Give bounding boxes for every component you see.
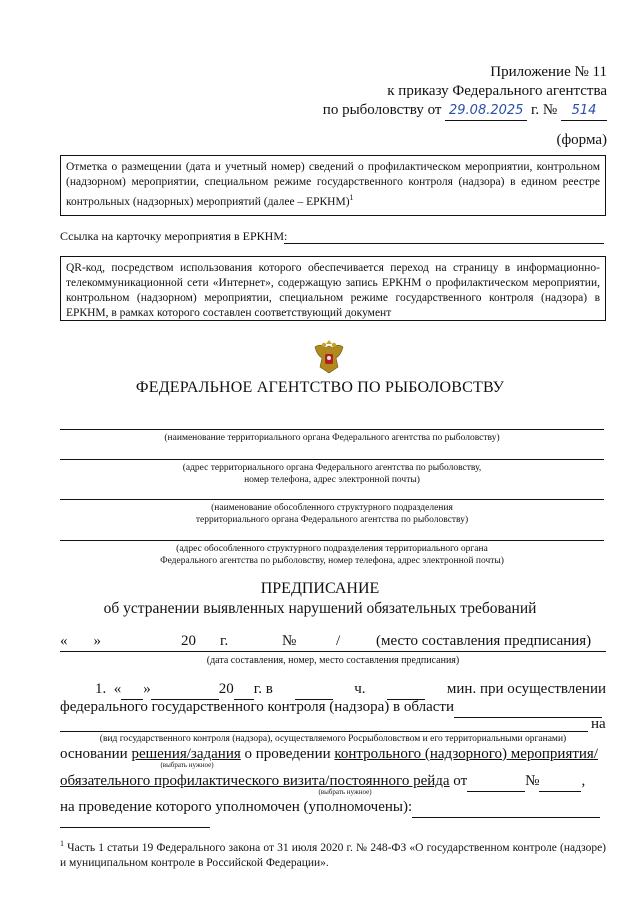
footnote: $^1$ Часть 1 статьи 19 Федерального закона от 31 июля 2020 г. № 248-ФЗ «О государственном контроле (надзоре) и муниципальном контроле в Российской Федерации». (60, 839, 606, 869)
territorial-body-name-field (60, 429, 604, 430)
subdivision-caption-1: (наименование обособленного структурного подразделения (211, 503, 453, 513)
handwritten-date: 29.08.2025 (445, 101, 527, 121)
erknm-link-field (284, 243, 604, 244)
appendix-no-label: г. № (530, 102, 558, 118)
paragraph-1-line-5: обязательного профилактического визита/постоянного рейда от № , (60, 772, 585, 792)
subdivision-address-caption-1: (адрес обособленного структурного подразделения территориального органа (176, 544, 488, 554)
date-number-place-row: « » 20 г. № / (место составления предписания) (60, 632, 606, 652)
choose-caption-1: (выбрать нужное) (160, 761, 214, 769)
erknm-link-label: Ссылка на карточку мероприятия в ЕРКНМ: (60, 229, 288, 243)
footnote-separator (60, 827, 210, 828)
territorial-body-caption: (наименование территориального органа Федерального агентства по рыболовству) (164, 433, 500, 443)
choose-caption-2: (выбрать нужное) (318, 788, 372, 796)
erknm-mark-text: Отметка о размещении (дата и учетный номер) сведений о профилактическом мероприятии, контрольном (надзорном) мероприятии, специальном режиме государственного контроля (надзора) в едином реестре контрольных (надзорных) мероприятий (далее – ЕРКНМ) (66, 161, 600, 208)
appendix-from-label: по рыболовству от (322, 102, 442, 118)
qr-code-text: QR-код, посредством использования которого обеспечивается переход на страницу в информационно-телекоммуникационной сети «Интернет», содержащую запись ЕРКНМ о профилактическом мероприятии, контрольном (надзорном) мероприятии, специальном режиме государственного контроля (надзора) в ЕРКНМ, в рамках которого составлен соответствующий документ (66, 262, 600, 319)
handwritten-number: 514 (561, 101, 607, 121)
subdivision-address-field (60, 540, 604, 541)
address-caption-2: номер телефона, адрес электронной почты) (244, 475, 420, 485)
paragraph-1-line-2: федерального государственного контроля (надзора) в области (60, 698, 602, 718)
subdivision-caption-2: территориального органа Федерального агентства по рыболовству) (195, 515, 469, 525)
document-subtitle: об устранении выявленных нарушений обязательных требований (103, 600, 537, 617)
territorial-body-address-field (60, 459, 604, 460)
qr-code-box (60, 256, 606, 321)
agency-title: ФЕДЕРАЛЬНОЕ АГЕНТСТВО ПО РЫБОЛОВСТВУ (135, 379, 505, 396)
paragraph-1-line-4: основании решения/задания о проведении контрольного (надзорного) мероприятия/ (60, 746, 598, 762)
coat-of-arms-emblem (310, 337, 348, 377)
appendix-date-line (323, 101, 607, 121)
control-kind-caption: (вид государственного контроля (надзора), осуществляемого Росрыболовством и его территориальными органами) (99, 734, 567, 744)
subdivision-address-caption-2: Федерального агентства по рыболовству, номер телефона, адрес электронной почты) (160, 556, 504, 566)
date-row-caption: (дата составления, номер, место составления предписания) (206, 655, 460, 666)
footnote-ref: 1 (349, 193, 354, 202)
date-row-underline (60, 651, 606, 652)
paragraph-1-line-1: 1. « » 20 г. в ч. мин. при осуществлении (95, 680, 606, 700)
paragraph-on-word: на (591, 716, 606, 732)
form-label: (форма) (556, 132, 607, 148)
erknm-mark-box (60, 155, 606, 216)
subdivision-name-field (60, 499, 604, 500)
control-kind-field (60, 731, 588, 732)
paragraph-1-line-6: на проведение которого уполномочен (уполномочены): (60, 798, 600, 818)
appendix-order-line: к приказу Федерального агентства (387, 83, 607, 99)
address-caption-1: (адрес территориального органа Федерального агентства по рыболовству, (182, 463, 482, 473)
appendix-number: Приложение № 11 (490, 64, 607, 80)
document-title: ПРЕДПИСАНИЕ (260, 580, 380, 597)
